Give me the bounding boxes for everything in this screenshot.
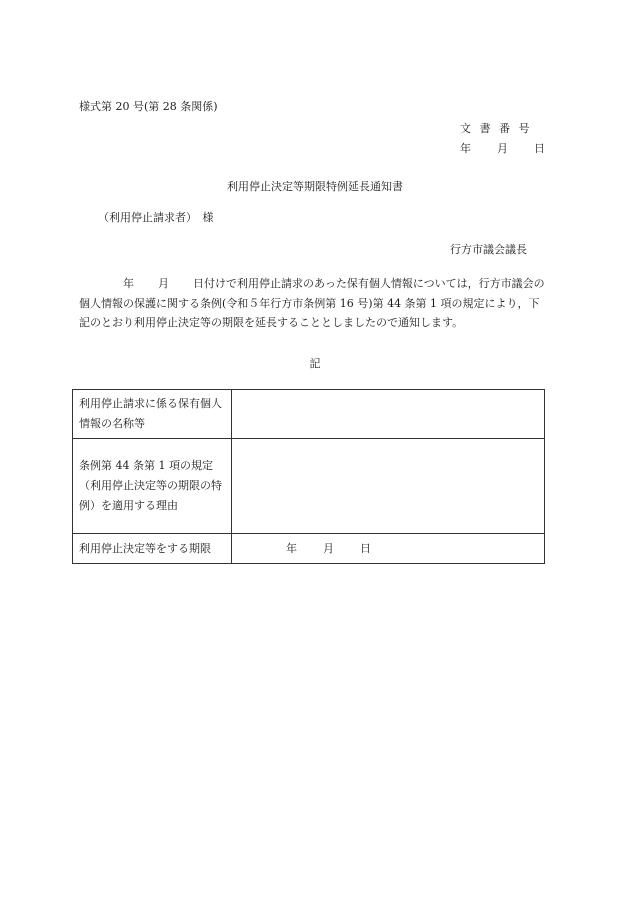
row2-value xyxy=(232,439,545,534)
row3-month: 月 xyxy=(323,541,334,555)
document-date-day: 日 xyxy=(534,142,545,155)
addressee: （利用停止請求者） 様 xyxy=(98,211,214,224)
row3-day: 日 xyxy=(360,541,371,555)
table-row xyxy=(73,390,545,439)
body-month: 月 xyxy=(158,277,169,290)
body-text: 日付けで利用停止請求のあった保有個人情報については，行方市議会の個人情報の保護に関する条例(令和５年行方市条例第 16 号)第 44 条第 1 項の規定により，下記のとおり利用停止決定等の期限を延長することとしましたので通知します。 xyxy=(79,277,545,329)
document-date xyxy=(460,140,545,156)
row1-value xyxy=(232,390,545,439)
row3-label: 利用停止決定等をする期限 xyxy=(73,534,232,564)
form-number: 様式第 20 号(第 28 条関係) xyxy=(79,100,218,113)
document-date-month: 月 xyxy=(497,142,508,155)
row2-label: 条例第 44 条第 1 項の規定（利用停止決定等の期限の特例）を適用する理由 xyxy=(73,439,232,534)
row3-date xyxy=(232,534,545,564)
row3-year: 年 xyxy=(286,541,297,555)
document-title: 利用停止決定等期限特例延長通知書 xyxy=(227,180,403,193)
document-date-year: 年 xyxy=(460,142,471,155)
body-paragraph xyxy=(79,274,545,333)
table-row xyxy=(73,439,545,534)
detail-table xyxy=(72,389,545,564)
ki-heading: 記 xyxy=(309,357,321,370)
document-number-label: 文書番号 xyxy=(460,122,538,135)
body-year: 年 xyxy=(123,277,134,290)
sender: 行方市議会議長 xyxy=(450,243,527,256)
row1-label: 利用停止請求に係る保有個人情報の名称等 xyxy=(73,390,232,439)
table-row xyxy=(73,534,545,564)
